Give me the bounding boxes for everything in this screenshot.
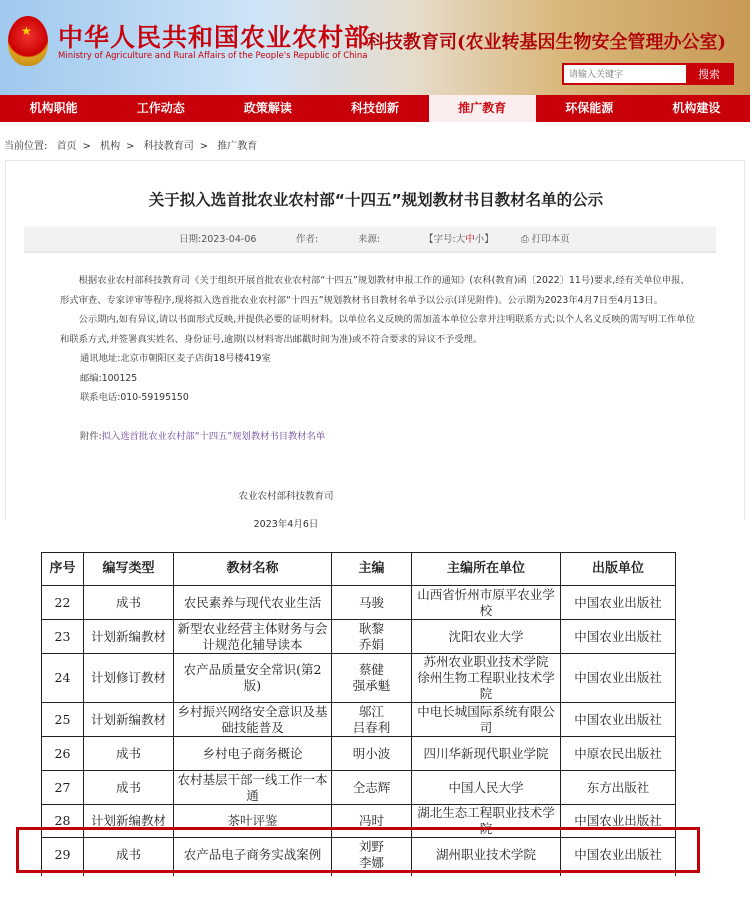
table-cell: 邬江 吕春利	[332, 703, 412, 737]
paragraph-text: 公示期内,如有异议,请以书面形式反映,并提供必要的证明材料。以单位名义反映的需加盖本单位公章并注明联系方式;以个人名义反映的需写明工作单位和联系方式,并签署真实姓名、身份证号,逾期(以材料寄出邮戳时间为准)或不符合要求的异议不予受理。	[60, 314, 695, 345]
address: 通讯地址:北京市朝阳区麦子店街18号楼419室	[80, 353, 271, 364]
table-row	[42, 620, 676, 654]
breadcrumb-link[interactable]: 机构	[100, 141, 121, 152]
sign-date: 2023年4月6日	[253, 519, 319, 530]
printer-icon: ⎙	[521, 234, 532, 245]
main-nav	[0, 95, 750, 122]
table-cell: 24	[42, 654, 84, 703]
table-cell: 马骏	[332, 586, 412, 620]
table-cell: 农产品电子商务实战案例	[174, 838, 332, 872]
paragraph-text: 根据农业农村部科技教育司《关于组织开展首批农业农村部“十四五”规划教材申报工作的通知》(农科(教育)函〔2022〕11号)要求,经有关单位申报、形式审查、专家评审等程序,现将拟入选首批农业农村部“十四五”规划教材书目教材名单予以公示(详见附件)。公示期为2023年4月7日至4月13日。	[60, 275, 690, 306]
national-emblem-icon: ★	[8, 16, 48, 66]
article-meta	[24, 227, 716, 253]
nav-item[interactable]: 机构建设	[672, 101, 721, 115]
font-size-control	[424, 227, 494, 253]
table-cell: 茶叶评鉴	[174, 805, 332, 838]
breadcrumb-label: 当前位置:	[4, 141, 48, 152]
table-cell: 23	[42, 620, 84, 654]
header-banner	[0, 0, 750, 95]
breadcrumb	[4, 137, 263, 152]
table-cell: 中原农民出版社	[561, 737, 676, 771]
article-title: 关于拟入选首批农业农村部“十四五”规划教材书目教材名单的公示	[148, 191, 604, 209]
department-title: 科技教育司(农业转基因生物安全管理办公室)	[367, 32, 727, 53]
table-cell: 湖北生态工程职业技术学院	[412, 805, 561, 838]
table-cell: 四川华新现代职业学院	[412, 737, 561, 771]
table-cell: 计划新编教材	[84, 805, 174, 838]
table-cell: 中电长城国际系统有限公司	[412, 703, 561, 737]
font-mid-button[interactable]: 中	[465, 234, 475, 245]
breadcrumb-link[interactable]: 科技教育司	[143, 141, 194, 152]
nav-item[interactable]: 政策解读	[243, 101, 292, 115]
table-cell: 耿黎 乔娟	[332, 620, 412, 654]
font-size-label: 【字号:	[424, 234, 456, 245]
table-cell: 蔡健 强承魁	[332, 654, 412, 703]
nav-item[interactable]: 机构职能	[29, 101, 78, 115]
author: 作者:	[296, 234, 319, 245]
paragraph	[60, 310, 696, 349]
print-label: 打印本页	[531, 234, 570, 245]
table-cell: 中国农业出版社	[561, 805, 676, 838]
search-button[interactable]: 搜索	[686, 65, 732, 83]
column-header: 编写类型	[84, 553, 174, 586]
table-cell: 农村基层干部一线工作一本通	[174, 771, 332, 805]
table-cell: 中国农业出版社	[561, 654, 676, 703]
breadcrumb-sep: >	[126, 141, 135, 152]
font-large-button[interactable]: 大	[455, 234, 466, 245]
table-cell: 27	[42, 771, 84, 805]
article	[5, 160, 745, 530]
source: 来源:	[358, 234, 381, 245]
table-cell: 刘野 李娜	[332, 838, 412, 872]
breadcrumb-link[interactable]: 推广教育	[217, 141, 258, 152]
date: 日期:2023-04-06	[179, 234, 257, 245]
table-cell: 明小波	[332, 737, 412, 771]
table-cell: 中国农业出版社	[561, 703, 676, 737]
table-cell: 成书	[84, 838, 174, 872]
table-cell: 乡村电子商务概论	[174, 737, 332, 771]
highlight-box	[16, 827, 700, 873]
table-cell: 22	[42, 586, 84, 620]
column-header: 主编	[332, 553, 412, 586]
table-cell: 湖州职业技术学院	[412, 838, 561, 872]
table-cell: 乡村振兴网络安全意识及基础技能普及	[174, 703, 332, 737]
print-button[interactable]	[521, 227, 570, 253]
table-cell: 新型农业经营主体财务与会计规范化辅导读本	[174, 620, 332, 654]
table-cell: 计划修订教材	[84, 654, 174, 703]
breadcrumb-sep: >	[199, 141, 209, 152]
table-cell: 农民素养与现代农业生活	[174, 586, 332, 620]
attachment	[60, 427, 696, 447]
table-header-row	[42, 553, 676, 586]
table-cell: 中国农业出版社	[561, 620, 676, 654]
table-cell: 中国人民大学	[412, 771, 561, 805]
table-cell: 29	[42, 838, 84, 872]
font-small-button[interactable]: 小】	[474, 234, 494, 245]
table-cell: 苏州农业职业技术学院 徐州生物工程职业技术学院	[412, 654, 561, 703]
column-header: 教材名称	[174, 553, 332, 586]
table-cell: 冯时	[332, 805, 412, 838]
table-cell: 计划新编教材	[84, 703, 174, 737]
column-header: 出版单位	[561, 553, 676, 586]
nav-item[interactable]: 科技创新	[350, 101, 399, 115]
phone: 联系电话:010-59195150	[80, 392, 189, 403]
signer: 农业农村部科技教育司	[238, 491, 334, 502]
site-title[interactable]: 中华人民共和国农业农村部	[58, 23, 371, 52]
attachment-link[interactable]: 拟入选首批农业农村部“十四五”规划教材书目教材名单	[101, 430, 326, 442]
table-cell: 仝志辉	[332, 771, 412, 805]
table-row	[42, 654, 676, 703]
paragraph	[60, 271, 696, 310]
search-box	[562, 63, 734, 85]
postcode: 邮编:100125	[80, 372, 138, 384]
nav-item[interactable]: 环保能源	[565, 101, 614, 115]
column-header: 序号	[42, 553, 84, 586]
table-cell: 山西省忻州市原平农业学校	[412, 586, 561, 620]
table-row	[42, 703, 676, 737]
table-cell: 成书	[84, 586, 174, 620]
site-subtitle: Ministry of Agriculture and Rural Affairs of the People's Republic of China	[58, 51, 368, 61]
table-cell: 成书	[84, 737, 174, 771]
nav-item-active[interactable]: 推广教育	[429, 95, 536, 122]
table-row	[42, 586, 676, 620]
breadcrumb-link[interactable]: 首页	[56, 141, 77, 152]
table-cell: 中国农业出版社	[561, 838, 676, 872]
breadcrumb-sep: >	[82, 141, 91, 152]
table-row	[42, 771, 676, 805]
attachment-label: 附件:	[80, 430, 102, 442]
nav-item[interactable]: 工作动态	[136, 101, 185, 115]
article-body	[60, 271, 696, 446]
signature	[6, 483, 566, 539]
table-cell: 28	[42, 805, 84, 838]
table-cell: 计划新编教材	[84, 620, 174, 654]
table-cell: 26	[42, 737, 84, 771]
table-cell: 中国农业出版社	[561, 586, 676, 620]
table-cell: 成书	[84, 771, 174, 805]
table-row	[42, 737, 676, 771]
table-cell: 沈阳农业大学	[412, 620, 561, 654]
column-header: 主编所在单位	[412, 553, 561, 586]
table-cell: 农产品质量安全常识(第2版)	[174, 654, 332, 703]
page-fade	[0, 876, 750, 904]
table-cell: 25	[42, 703, 84, 737]
search-input[interactable]	[564, 65, 686, 83]
table-cell: 东方出版社	[561, 771, 676, 805]
